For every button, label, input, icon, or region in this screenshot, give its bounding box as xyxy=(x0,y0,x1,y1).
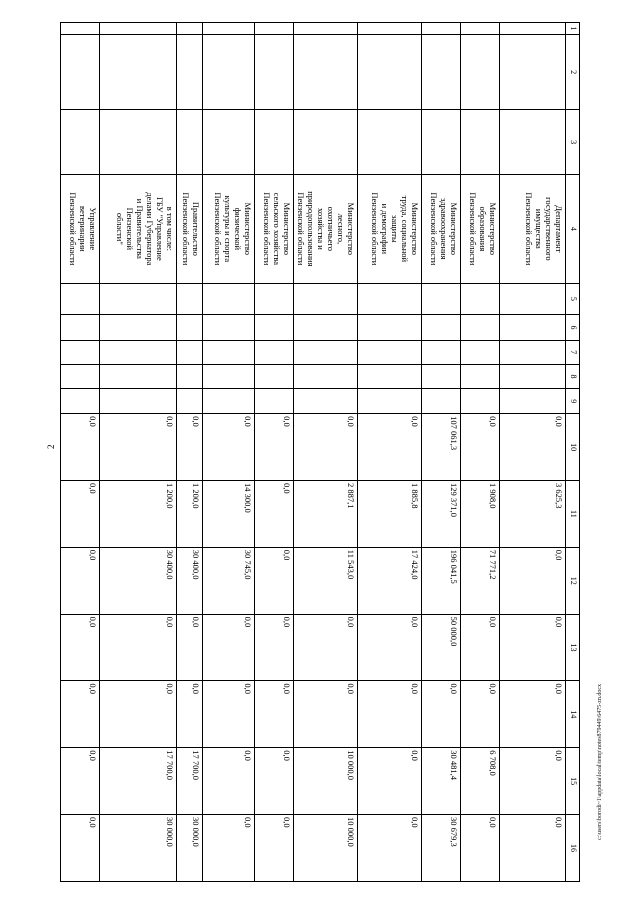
department-name-line: Департамент xyxy=(554,205,564,253)
column-number-10: 10 xyxy=(566,414,580,481)
empty-cell xyxy=(255,34,294,109)
empty-cell xyxy=(177,23,203,35)
amount-cell-col-10: 0,0 xyxy=(358,414,422,481)
column-number-4: 4 xyxy=(566,174,580,283)
empty-cell xyxy=(177,110,203,175)
amount-cell-col-12: 30 745,0 xyxy=(203,547,255,614)
amount-cell-col-15: 10 000,0 xyxy=(294,748,358,815)
amount-cell-col-12: 0,0 xyxy=(255,547,294,614)
amount-cell-col-11: 3 625,3 xyxy=(500,480,566,547)
amount-cell-col-11: 1 885,8 xyxy=(358,480,422,547)
column-number-3: 3 xyxy=(566,110,580,175)
table-row xyxy=(358,23,422,882)
amount-cell-col-13: 0,0 xyxy=(500,614,566,681)
department-name-line: природопользования xyxy=(306,191,316,267)
amount-cell-col-16: 0,0 xyxy=(461,815,500,882)
table-row xyxy=(461,23,500,882)
empty-cell xyxy=(255,340,294,364)
amount-cell-col-16: 30 000,0 xyxy=(177,815,203,882)
empty-cell xyxy=(422,23,461,35)
empty-cell xyxy=(422,110,461,175)
amount-cell-col-11: 0,0 xyxy=(255,480,294,547)
amount-cell-col-13: 0,0 xyxy=(461,614,500,681)
department-name-line: Министерство xyxy=(488,202,498,256)
department-name-line: Пензенской области xyxy=(429,192,439,266)
department-name-line: Министерство xyxy=(243,202,253,256)
empty-cell xyxy=(500,389,566,414)
amount-cell-col-14: 0,0 xyxy=(203,681,255,748)
amount-cell-col-15: 6 708,0 xyxy=(461,748,500,815)
empty-cell xyxy=(461,110,500,175)
table-row xyxy=(422,23,461,882)
department-cell xyxy=(203,174,255,283)
amount-cell-col-10: 0,0 xyxy=(500,414,566,481)
empty-cell xyxy=(294,340,358,364)
department-name-line: Пензенской области xyxy=(524,192,534,266)
empty-cell xyxy=(255,283,294,314)
empty-cell xyxy=(255,23,294,35)
empty-cell xyxy=(100,283,177,314)
column-number-2: 2 xyxy=(566,34,580,109)
amount-cell-col-14: 0,0 xyxy=(358,681,422,748)
department-cell xyxy=(294,174,358,283)
amount-cell-col-15: 0,0 xyxy=(61,748,100,815)
amount-cell-col-14: 0,0 xyxy=(422,681,461,748)
department-cell xyxy=(422,174,461,283)
page-number: 2 xyxy=(46,444,56,449)
empty-cell xyxy=(358,34,422,109)
amount-cell-col-16: 0,0 xyxy=(500,815,566,882)
amount-cell-col-10: 0,0 xyxy=(203,414,255,481)
amount-cell-col-11: 2 887,1 xyxy=(294,480,358,547)
amount-cell-col-15: 30 481,4 xyxy=(422,748,461,815)
amount-cell-col-11: 129 371,0 xyxy=(422,480,461,547)
department-cell xyxy=(500,174,566,283)
amount-cell-col-16: 0,0 xyxy=(255,815,294,882)
department-name-line: Министерство xyxy=(410,202,420,256)
empty-cell xyxy=(203,283,255,314)
department-name-line: Пензенской области xyxy=(468,192,478,266)
amount-cell-col-13: 0,0 xyxy=(203,614,255,681)
amount-cell-col-15: 0,0 xyxy=(358,748,422,815)
empty-cell xyxy=(61,34,100,109)
amount-cell-col-12: 30 400,0 xyxy=(177,547,203,614)
empty-cell xyxy=(177,389,203,414)
amount-cell-col-14: 0,0 xyxy=(461,681,500,748)
empty-cell xyxy=(203,389,255,414)
empty-cell xyxy=(422,340,461,364)
column-number-9: 9 xyxy=(566,389,580,414)
department-name-line: охотничьего xyxy=(326,206,336,252)
empty-cell xyxy=(358,315,422,341)
amount-cell-col-15: 0,0 xyxy=(500,748,566,815)
empty-cell xyxy=(422,283,461,314)
empty-cell xyxy=(461,283,500,314)
amount-cell-col-15: 0,0 xyxy=(203,748,255,815)
amount-cell-col-16: 0,0 xyxy=(61,815,100,882)
budget-table-container xyxy=(68,22,580,882)
empty-cell xyxy=(500,364,566,389)
department-cell xyxy=(100,174,177,283)
department-name-line: хозяйства и xyxy=(316,207,326,250)
department-name-line: в том числе: xyxy=(165,206,175,252)
department-name-line: Пензенской области xyxy=(181,192,191,266)
empty-cell xyxy=(177,364,203,389)
department-name-line: и Правительства xyxy=(135,198,145,259)
empty-cell xyxy=(177,34,203,109)
amount-cell-col-15: 0,0 xyxy=(255,748,294,815)
table-row xyxy=(61,23,100,882)
empty-cell xyxy=(294,283,358,314)
department-name-line: Пензенской xyxy=(125,207,135,251)
department-name-line: Министерство xyxy=(346,202,356,256)
amount-cell-col-13: 50 000,0 xyxy=(422,614,461,681)
column-number-16: 16 xyxy=(566,815,580,882)
department-name-line: Пензенской области xyxy=(262,192,272,266)
department-name-line: труда, социальной xyxy=(400,195,410,263)
department-cell xyxy=(461,174,500,283)
amount-cell-col-16: 0,0 xyxy=(203,815,255,882)
empty-cell xyxy=(100,110,177,175)
empty-cell xyxy=(461,340,500,364)
department-name-line: Пензенской области xyxy=(370,192,380,266)
empty-cell xyxy=(255,110,294,175)
column-number-6: 6 xyxy=(566,315,580,341)
amount-cell-col-13: 0,0 xyxy=(61,614,100,681)
department-name-line: образования xyxy=(478,206,488,252)
amount-cell-col-11: 14 300,0 xyxy=(203,480,255,547)
department-name-line: Министерство xyxy=(282,202,292,256)
department-name-line: Пензенской области xyxy=(68,192,78,266)
table-row xyxy=(177,23,203,882)
empty-cell xyxy=(500,315,566,341)
amount-cell-col-12: 196 041,5 xyxy=(422,547,461,614)
department-name-line: и демографии xyxy=(380,203,390,255)
amount-cell-col-12: 17 424,0 xyxy=(358,547,422,614)
amount-cell-col-12: 0,0 xyxy=(61,547,100,614)
budget-table xyxy=(60,22,580,882)
empty-cell xyxy=(61,315,100,341)
amount-cell-col-16: 30 000,0 xyxy=(100,815,177,882)
department-name-line: лесного, xyxy=(336,213,346,245)
empty-cell xyxy=(461,389,500,414)
amount-cell-col-12: 0,0 xyxy=(500,547,566,614)
department-cell xyxy=(177,174,203,283)
empty-cell xyxy=(294,23,358,35)
file-path-footer: c:\users\borodi~1\appdata\local\temp\notes879449\6475-zn.docx xyxy=(597,683,603,840)
department-name-line: культуры и спорта xyxy=(223,195,233,263)
amount-cell-col-16: 30 679,3 xyxy=(422,815,461,882)
amount-cell-col-13: 0,0 xyxy=(294,614,358,681)
column-number-14: 14 xyxy=(566,681,580,748)
department-name-line: Министерство xyxy=(449,202,459,256)
amount-cell-col-16: 0,0 xyxy=(358,815,422,882)
column-number-15: 15 xyxy=(566,748,580,815)
column-number-5: 5 xyxy=(566,283,580,314)
amount-cell-col-14: 0,0 xyxy=(500,681,566,748)
empty-cell xyxy=(422,34,461,109)
department-name-line: ГБУ "Управление xyxy=(155,196,165,261)
empty-cell xyxy=(422,364,461,389)
table-row xyxy=(203,23,255,882)
table-row xyxy=(500,23,566,882)
amount-cell-col-10: 107 061,3 xyxy=(422,414,461,481)
empty-cell xyxy=(358,364,422,389)
empty-cell xyxy=(100,364,177,389)
amount-cell-col-10: 0,0 xyxy=(177,414,203,481)
department-cell xyxy=(61,174,100,283)
amount-cell-col-14: 0,0 xyxy=(294,681,358,748)
table-row xyxy=(294,23,358,882)
empty-cell xyxy=(255,315,294,341)
amount-cell-col-10: 0,0 xyxy=(255,414,294,481)
amount-cell-col-13: 0,0 xyxy=(255,614,294,681)
empty-cell xyxy=(294,364,358,389)
empty-cell xyxy=(203,23,255,35)
amount-cell-col-15: 17 700,0 xyxy=(177,748,203,815)
empty-cell xyxy=(500,34,566,109)
department-cell xyxy=(255,174,294,283)
empty-cell xyxy=(422,389,461,414)
amount-cell-col-13: 0,0 xyxy=(177,614,203,681)
amount-cell-col-12: 30 400,0 xyxy=(100,547,177,614)
empty-cell xyxy=(294,110,358,175)
empty-cell xyxy=(203,364,255,389)
empty-cell xyxy=(461,23,500,35)
empty-cell xyxy=(500,110,566,175)
department-cell xyxy=(358,174,422,283)
column-number-12: 12 xyxy=(566,547,580,614)
amount-cell-col-12: 11 543,0 xyxy=(294,547,358,614)
amount-cell-col-14: 0,0 xyxy=(255,681,294,748)
empty-cell xyxy=(61,389,100,414)
empty-cell xyxy=(61,283,100,314)
department-name-line: Правительство xyxy=(191,201,201,256)
amount-cell-col-11: 1 200,0 xyxy=(100,480,177,547)
column-number-11: 11 xyxy=(566,480,580,547)
empty-cell xyxy=(461,315,500,341)
empty-cell xyxy=(100,340,177,364)
department-name-line: области" xyxy=(115,212,125,245)
table-row xyxy=(100,23,177,882)
department-name-line: сельского хозяйства xyxy=(272,192,282,265)
table-row xyxy=(255,23,294,882)
department-name-line: физической xyxy=(233,207,243,251)
department-name-line: здравоохранения xyxy=(439,198,449,260)
empty-cell xyxy=(100,23,177,35)
amount-cell-col-14: 0,0 xyxy=(177,681,203,748)
amount-cell-col-11: 1 908,0 xyxy=(461,480,500,547)
amount-cell-col-10: 0,0 xyxy=(294,414,358,481)
header-row xyxy=(566,23,580,882)
empty-cell xyxy=(294,34,358,109)
department-name-line: государственного xyxy=(544,197,554,261)
empty-cell xyxy=(500,23,566,35)
empty-cell xyxy=(358,283,422,314)
empty-cell xyxy=(255,364,294,389)
empty-cell xyxy=(177,283,203,314)
empty-cell xyxy=(461,364,500,389)
empty-cell xyxy=(461,34,500,109)
amount-cell-col-13: 0,0 xyxy=(100,614,177,681)
amount-cell-col-13: 0,0 xyxy=(358,614,422,681)
empty-cell xyxy=(203,340,255,364)
empty-cell xyxy=(177,340,203,364)
empty-cell xyxy=(500,283,566,314)
amount-cell-col-16: 10 000,0 xyxy=(294,815,358,882)
empty-cell xyxy=(294,389,358,414)
amount-cell-col-14: 0,0 xyxy=(61,681,100,748)
amount-cell-col-10: 0,0 xyxy=(61,414,100,481)
empty-cell xyxy=(61,110,100,175)
empty-cell xyxy=(358,110,422,175)
department-name-line: защиты xyxy=(390,215,400,243)
empty-cell xyxy=(61,340,100,364)
table-body xyxy=(61,23,580,882)
department-name-line: делами Губернатора xyxy=(145,192,155,266)
amount-cell-col-14: 0,0 xyxy=(100,681,177,748)
amount-cell-col-10: 0,0 xyxy=(461,414,500,481)
empty-cell xyxy=(358,340,422,364)
empty-cell xyxy=(203,110,255,175)
empty-cell xyxy=(422,315,461,341)
empty-cell xyxy=(358,23,422,35)
empty-cell xyxy=(358,389,422,414)
empty-cell xyxy=(61,364,100,389)
column-number-7: 7 xyxy=(566,340,580,364)
amount-cell-col-11: 1 200,0 xyxy=(177,480,203,547)
empty-cell xyxy=(255,389,294,414)
amount-cell-col-11: 0,0 xyxy=(61,480,100,547)
empty-cell xyxy=(100,315,177,341)
empty-cell xyxy=(500,340,566,364)
empty-cell xyxy=(203,315,255,341)
empty-cell xyxy=(203,34,255,109)
amount-cell-col-15: 17 700,0 xyxy=(100,748,177,815)
amount-cell-col-12: 71 771,2 xyxy=(461,547,500,614)
department-name-line: Пензенской области xyxy=(213,192,223,266)
empty-cell xyxy=(61,23,100,35)
column-number-1: 1 xyxy=(566,23,580,35)
empty-cell xyxy=(294,315,358,341)
empty-cell xyxy=(177,315,203,341)
empty-cell xyxy=(100,34,177,109)
department-name-line: имущества xyxy=(534,208,544,249)
column-number-8: 8 xyxy=(566,364,580,389)
department-name-line: ветеринарии xyxy=(78,206,88,252)
amount-cell-col-10: 0,0 xyxy=(100,414,177,481)
column-number-13: 13 xyxy=(566,614,580,681)
department-name-line: Пензенской области xyxy=(296,192,306,266)
department-name-line: Управление xyxy=(88,207,98,251)
empty-cell xyxy=(100,389,177,414)
